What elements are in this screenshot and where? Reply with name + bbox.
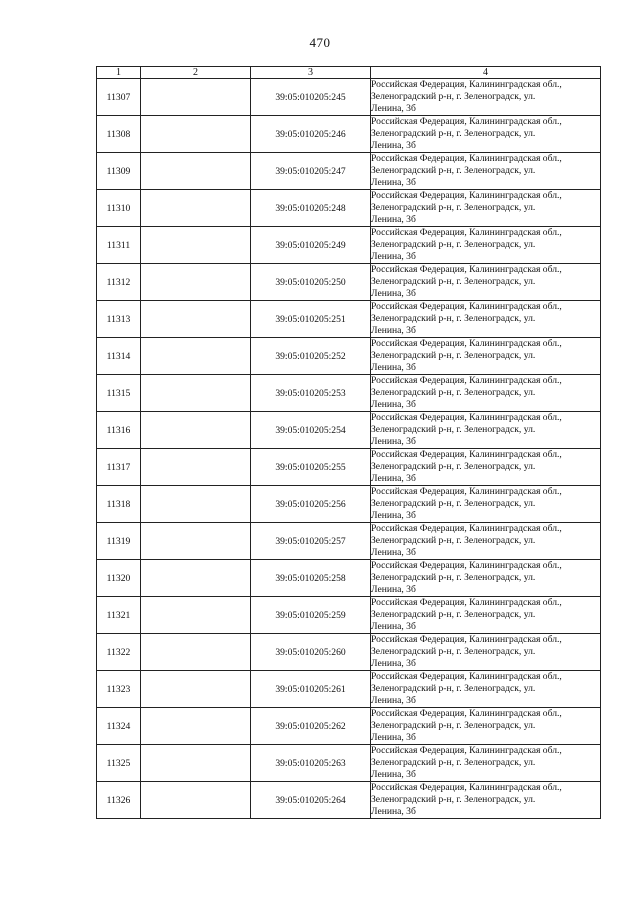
table-row [97,523,601,560]
table-row [97,671,601,708]
row-number-cell: 11324 [97,708,141,745]
table-row [97,560,601,597]
cadastral-number-cell: 39:05:010205:248 [251,190,371,227]
table-row [97,264,601,301]
address-cell: Российская Федерация, Калининградская обл., Зеленоградский р-н, г. Зеленоградск, ул. Ленина, 3б [371,523,601,560]
table-row [97,338,601,375]
cadastral-number-cell: 39:05:010205:256 [251,486,371,523]
address-cell: Российская Федерация, Калининградская обл., Зеленоградский р-н, г. Зеленоградск, ул. Ленина, 3б [371,486,601,523]
header-col-1: 1 [97,67,141,79]
row-col2-cell [141,227,251,264]
row-number-cell: 11310 [97,190,141,227]
cadastral-number-cell: 39:05:010205:260 [251,634,371,671]
row-col2-cell [141,153,251,190]
row-number-cell: 11308 [97,116,141,153]
table-row [97,190,601,227]
row-number-cell: 11312 [97,264,141,301]
row-col2-cell [141,301,251,338]
cadastral-number-cell: 39:05:010205:258 [251,560,371,597]
table-header [97,67,601,79]
cadastral-number-cell: 39:05:010205:264 [251,782,371,819]
row-number-cell: 11315 [97,375,141,412]
row-number-cell: 11317 [97,449,141,486]
row-number-cell: 11320 [97,560,141,597]
row-col2-cell [141,116,251,153]
row-col2-cell [141,523,251,560]
table-row [97,227,601,264]
table-row [97,301,601,338]
address-cell: Российская Федерация, Калининградская обл., Зеленоградский р-н, г. Зеленоградск, ул. Ленина, 3б [371,116,601,153]
table-row [97,375,601,412]
cadastral-number-cell: 39:05:010205:262 [251,708,371,745]
row-number-cell: 11322 [97,634,141,671]
table-row [97,412,601,449]
row-col2-cell [141,782,251,819]
address-cell: Российская Федерация, Калининградская обл., Зеленоградский р-н, г. Зеленоградск, ул. Ленина, 3б [371,375,601,412]
row-number-cell: 11318 [97,486,141,523]
address-cell: Российская Федерация, Калининградская обл., Зеленоградский р-н, г. Зеленоградск, ул. Ленина, 3б [371,560,601,597]
cadastral-number-cell: 39:05:010205:253 [251,375,371,412]
row-col2-cell [141,634,251,671]
table-body [97,79,601,819]
address-cell: Российская Федерация, Калининградская обл., Зеленоградский р-н, г. Зеленоградск, ул. Ленина, 3б [371,153,601,190]
row-col2-cell [141,412,251,449]
cadastral-number-cell: 39:05:010205:249 [251,227,371,264]
cadastral-number-cell: 39:05:010205:263 [251,745,371,782]
address-cell: Российская Федерация, Калининградская обл., Зеленоградский р-н, г. Зеленоградск, ул. Ленина, 3б [371,79,601,116]
row-number-cell: 11319 [97,523,141,560]
row-col2-cell [141,671,251,708]
table-row [97,486,601,523]
address-cell: Российская Федерация, Калининградская обл., Зеленоградский р-н, г. Зеленоградск, ул. Ленина, 3б [371,301,601,338]
address-cell: Российская Федерация, Калининградская обл., Зеленоградский р-н, г. Зеленоградск, ул. Ленина, 3б [371,338,601,375]
address-cell: Российская Федерация, Калининградская обл., Зеленоградский р-н, г. Зеленоградск, ул. Ленина, 3б [371,597,601,634]
address-cell: Российская Федерация, Калининградская обл., Зеленоградский р-н, г. Зеленоградск, ул. Ленина, 3б [371,782,601,819]
table-row [97,153,601,190]
row-number-cell: 11307 [97,79,141,116]
address-cell: Российская Федерация, Калининградская обл., Зеленоградский р-н, г. Зеленоградск, ул. Ленина, 3б [371,264,601,301]
table-row [97,708,601,745]
address-cell: Российская Федерация, Калининградская обл., Зеленоградский р-н, г. Зеленоградск, ул. Ленина, 3б [371,412,601,449]
page-number: 470 [309,35,331,50]
row-number-cell: 11323 [97,671,141,708]
row-col2-cell [141,597,251,634]
cadastral-number-cell: 39:05:010205:252 [251,338,371,375]
address-cell: Российская Федерация, Калининградская обл., Зеленоградский р-н, г. Зеленоградск, ул. Ленина, 3б [371,190,601,227]
cadastral-number-cell: 39:05:010205:254 [251,412,371,449]
row-col2-cell [141,190,251,227]
cadastral-number-cell: 39:05:010205:250 [251,264,371,301]
header-col-2: 2 [141,67,251,79]
cadastral-number-cell: 39:05:010205:255 [251,449,371,486]
cadastral-number-cell: 39:05:010205:246 [251,116,371,153]
registry-table [96,66,601,819]
cadastral-number-cell: 39:05:010205:261 [251,671,371,708]
cadastral-number-cell: 39:05:010205:251 [251,301,371,338]
row-col2-cell [141,708,251,745]
address-cell: Российская Федерация, Калининградская обл., Зеленоградский р-н, г. Зеленоградск, ул. Ленина, 3б [371,708,601,745]
row-col2-cell [141,375,251,412]
cadastral-number-cell: 39:05:010205:257 [251,523,371,560]
address-cell: Российская Федерация, Калининградская обл., Зеленоградский р-н, г. Зеленоградск, ул. Ленина, 3б [371,449,601,486]
table-row [97,79,601,116]
table-row [97,116,601,153]
row-number-cell: 11314 [97,338,141,375]
row-col2-cell [141,449,251,486]
table-row [97,745,601,782]
table-row [97,597,601,634]
cadastral-number-cell: 39:05:010205:259 [251,597,371,634]
row-col2-cell [141,79,251,116]
row-col2-cell [141,486,251,523]
address-cell: Российская Федерация, Калининградская обл., Зеленоградский р-н, г. Зеленоградск, ул. Ленина, 3б [371,634,601,671]
cadastral-number-cell: 39:05:010205:247 [251,153,371,190]
header-col-4: 4 [371,67,601,79]
header-row [97,67,601,79]
address-cell: Российская Федерация, Калининградская обл., Зеленоградский р-н, г. Зеленоградск, ул. Ленина, 3б [371,745,601,782]
row-col2-cell [141,560,251,597]
table-row [97,449,601,486]
row-number-cell: 11326 [97,782,141,819]
row-number-cell: 11325 [97,745,141,782]
address-cell: Российская Федерация, Калининградская обл., Зеленоградский р-н, г. Зеленоградск, ул. Ленина, 3б [371,227,601,264]
address-cell: Российская Федерация, Калининградская обл., Зеленоградский р-н, г. Зеленоградск, ул. Ленина, 3б [371,671,601,708]
row-col2-cell [141,338,251,375]
row-number-cell: 11309 [97,153,141,190]
row-number-cell: 11313 [97,301,141,338]
table-row [97,782,601,819]
cadastral-number-cell: 39:05:010205:245 [251,79,371,116]
row-number-cell: 11311 [97,227,141,264]
row-number-cell: 11316 [97,412,141,449]
row-col2-cell [141,745,251,782]
row-number-cell: 11321 [97,597,141,634]
row-col2-cell [141,264,251,301]
table-row [97,634,601,671]
header-col-3: 3 [251,67,371,79]
